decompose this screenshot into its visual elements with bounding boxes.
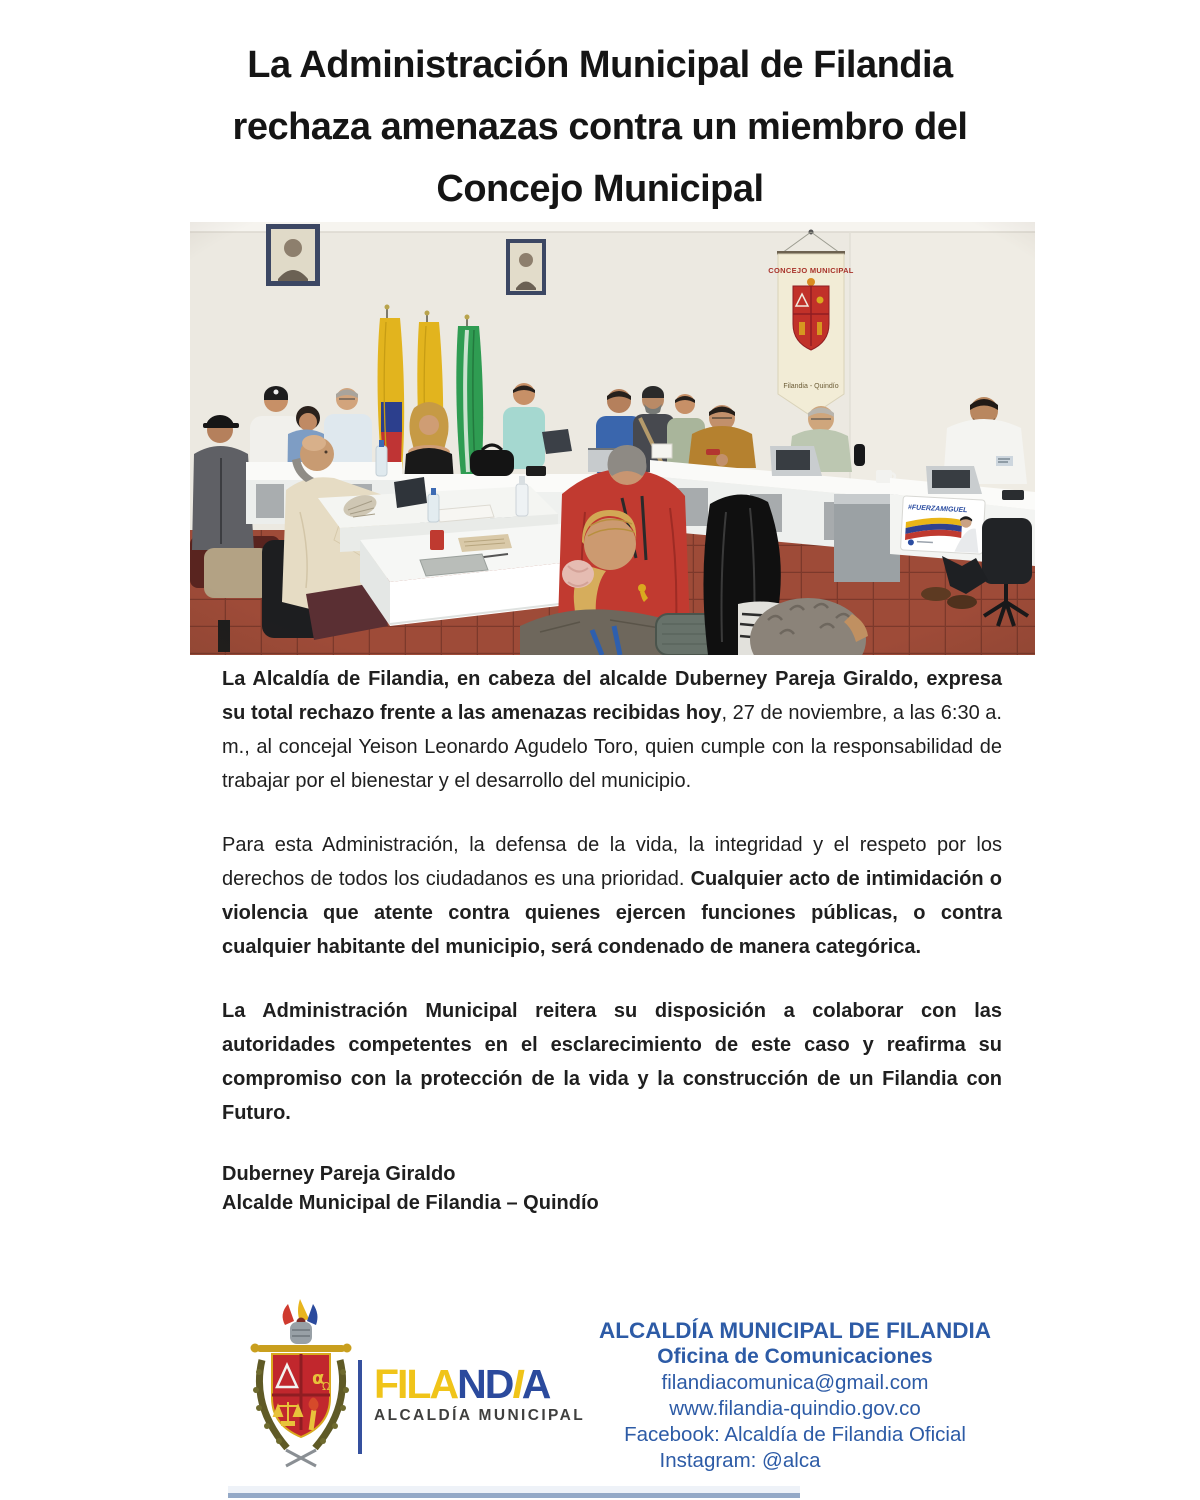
contact-facebook: Facebook: Alcaldía de Filandia Oficial [624, 1423, 966, 1446]
filandia-coat-of-arms [238, 1298, 364, 1472]
wordmark-subtitle: ALCALDÍA MUNICIPAL [374, 1407, 586, 1424]
paragraph-2 [222, 828, 1002, 964]
contact-block [545, 1318, 1045, 1474]
crest-omega: Ω [322, 1380, 331, 1393]
crest-scroll-bar [251, 1344, 352, 1353]
title-line-3: Concejo Municipal [436, 168, 764, 210]
p1-regular: , 27 de noviembre, a las 6:30 a. m., al concejal Yeison Leonardo Agudelo Toro, quien cumple con la responsabilidad de trabajar por el bienestar y el desarrollo del municipio. [222, 702, 1002, 792]
wordmark-text: FILANDIA [374, 1361, 550, 1407]
bottom-strip-line [228, 1493, 800, 1498]
crest-plume [283, 1299, 318, 1344]
contact-email: filandiacomunica@gmail.com [661, 1371, 929, 1394]
paragraph-1 [222, 662, 1002, 798]
signature-title: Alcalde Municipal de Filandia – Quindío [222, 1192, 599, 1214]
paragraph-3: La Administración Municipal reitera su disposición a colaborar con las autoridades competentes en el esclarecimiento de este caso y reafirma su compromiso con la protección de la vida y la construcción de un Filandia con Futuro. [222, 1000, 1002, 1124]
logo-divider [358, 1360, 362, 1454]
signature-block [222, 1160, 1002, 1218]
page-title [0, 34, 1200, 220]
title-line-1: La Administración Municipal de Filandia [247, 44, 953, 86]
council-meeting-photo [190, 222, 1035, 655]
p1-bold: La Alcaldía de Filandia, en cabeza del alcalde Duberney Pareja Giraldo, expresa su total rechazo frente a las amenazas recibidas hoy [222, 668, 1002, 724]
contact-website: www.filandia-quindio.gov.co [669, 1397, 921, 1420]
crest-shield [272, 1354, 330, 1437]
contact-office: Oficina de Comunicaciones [657, 1345, 933, 1368]
article-body [222, 662, 1002, 1218]
contact-instagram: Instagram: @alca [659, 1449, 821, 1472]
signature-name: Duberney Pareja Giraldo [222, 1163, 456, 1185]
title-line-2: rechaza amenazas contra un miembro del [232, 106, 968, 148]
crest-alpha: α [312, 1368, 325, 1389]
contact-org: ALCALDÍA MUNICIPAL DE FILANDIA [598, 1318, 992, 1343]
p2-regular: Para esta Administración, la defensa de la vida, la integridad y el respeto por los derechos de todos los ciudadanos es una prioridad. [222, 834, 1002, 890]
p2-bold: Cualquier acto de intimidación o violencia que atente contra quienes ejercen funciones públicas, o contra cualquier habitante del municipio, será condenado de manera categórica. [222, 868, 1002, 958]
